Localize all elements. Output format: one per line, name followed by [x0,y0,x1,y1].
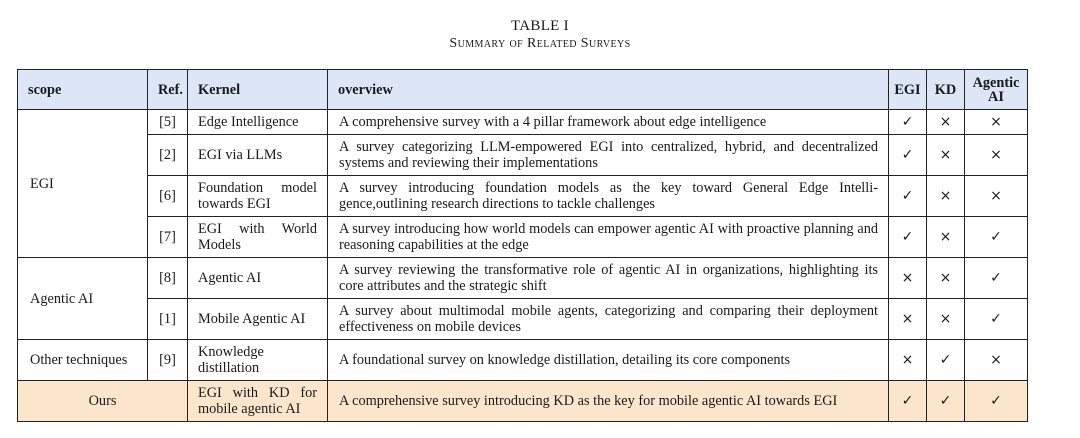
ref-cell: [6] [148,176,188,217]
kd-mark: ✓ [927,340,965,381]
ref-cell: [8] [148,258,188,299]
table-title: Summary of Related Surveys [449,36,631,51]
agentic-mark: ✓ [965,299,1028,340]
kd-mark: ✓ [927,381,965,422]
overview-cell: A survey about multimodal mobile agents, categorizing and comparing their deployment effectiveness on mobile devices [328,299,889,340]
agentic-mark: × [965,340,1028,381]
header-overview: overview [328,70,889,110]
header-agentic: Agentic AI [965,70,1028,110]
kd-mark: × [927,176,965,217]
overview-cell: A comprehensive survey with a 4 pillar framework about edge intelligence [328,110,889,135]
kernel-cell [188,176,328,217]
kernel-line: mobile agentic AI [198,401,301,417]
ref-cell: [9] [148,340,188,381]
kd-mark: × [927,299,965,340]
header-scope: scope [18,70,148,110]
table-row-ours [18,381,1028,422]
table-row [18,258,1028,299]
kernel-line: Knowledge [198,344,264,360]
egi-mark: × [889,299,927,340]
kernel-line: Models [198,237,241,253]
kernel-line: EGI with World [198,221,317,237]
header-egi: EGI [889,70,927,110]
table-row [18,110,1028,135]
scope-ours: Ours [18,381,188,422]
egi-mark: ✓ [889,381,927,422]
header-ref: Ref. [148,70,188,110]
kd-mark: × [927,110,965,135]
kernel-line: towards EGI [198,196,271,212]
kernel-cell: Mobile Agentic AI [188,299,328,340]
table-row [18,176,1028,217]
overview-cell: A comprehensive survey introducing KD as the key for mobile agentic AI towards EGI [328,381,889,422]
overview-cell: A survey introducing how world models can empower agentic AI with proactive planning and reasoning capabilities at the edge [328,217,889,258]
table-row [18,135,1028,176]
table-label: TABLE I [511,18,569,34]
kernel-line: EGI with KD for [198,385,317,401]
kernel-line: Foundation model [198,180,317,196]
table-row [18,217,1028,258]
ref-cell: [1] [148,299,188,340]
egi-mark: ✓ [889,135,927,176]
related-surveys-table [17,69,1028,422]
egi-mark: ✓ [889,176,927,217]
ref-cell: [7] [148,217,188,258]
table-row [18,299,1028,340]
ref-cell: [5] [148,110,188,135]
kd-mark: × [927,217,965,258]
header-row [18,70,1028,110]
kernel-cell: Edge Intelligence [188,110,328,135]
scope-agentic-ai: Agentic AI [18,258,148,340]
kd-mark: × [927,258,965,299]
ref-cell: [2] [148,135,188,176]
agentic-mark: ✓ [965,217,1028,258]
egi-mark: ✓ [889,217,927,258]
agentic-mark: × [965,110,1028,135]
egi-mark: × [889,340,927,381]
kernel-cell [188,217,328,258]
kernel-cell: Agentic AI [188,258,328,299]
agentic-mark: ✓ [965,381,1028,422]
agentic-mark: × [965,176,1028,217]
scope-egi: EGI [18,110,148,258]
agentic-mark: ✓ [965,258,1028,299]
header-kd: KD [927,70,965,110]
kernel-cell [188,340,328,381]
kd-mark: × [927,135,965,176]
header-kernel: Kernel [188,70,328,110]
overview-cell: A survey reviewing the transformative role of agentic AI in organizations, highlighting its core attributes and the strategic shift [328,258,889,299]
egi-mark: ✓ [889,110,927,135]
kernel-cell [188,381,328,422]
overview-cell: A survey categorizing LLM-empowered EGI into centralized, hybrid, and decentralized systems and reviewing their implementations [328,135,889,176]
egi-mark: × [889,258,927,299]
scope-other-techniques: Other techniques [18,340,148,381]
overview-cell: A foundational survey on knowledge distillation, detailing its core components [328,340,889,381]
kernel-cell: EGI via LLMs [188,135,328,176]
kernel-line: distillation [198,360,260,376]
agentic-mark: × [965,135,1028,176]
table-row [18,340,1028,381]
overview-cell: A survey introducing foundation models as the key toward General Edge Intelli-gence,outlining research directions to tackle challenges [328,176,889,217]
